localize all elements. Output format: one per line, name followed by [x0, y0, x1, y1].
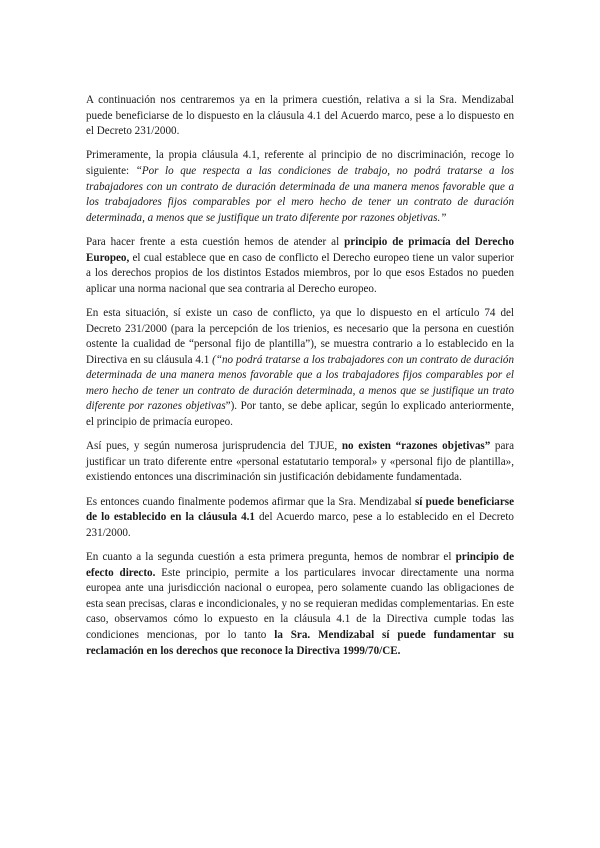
text-segment: A continuación nos centraremos ya en la primera cuestión, relativa a si la Sra. Mendizabal puede beneficiarse de lo dispuesto en la cláusula 4.1 del Acuerdo marco, pese a lo dispuesto en el Decreto 231/2000.	[86, 94, 514, 138]
bold-term: principio de primacía del Derecho Europeo,	[86, 235, 514, 264]
text-segment: Es entonces cuando finalmente podemos afirmar que la Sra. Mendizabal	[86, 495, 415, 508]
paragraph-conclusion-1	[86, 495, 514, 542]
text-segment: En cuanto a la segunda cuestión a esta primera pregunta, hemos de nombrar el	[86, 551, 456, 563]
bold-term: sí puede beneficiarse de lo establecido en la cláusula 4.1	[86, 495, 514, 524]
text-segment: del Acuerdo marco, pese a lo establecido en el Decreto 231/2000.	[86, 511, 514, 539]
text-segment: ”). Por tanto, se debe aplicar, según lo explicado anteriormente, el principio de primacía europeo.	[86, 400, 514, 429]
clause-quote: “Por lo que respecta a las condiciones de trabajo, no podrá tratarse a los trabajadores con un contrato de duración determinada de una manera menos favorable que a los trabajadores fijos comparables por el mero hecho de tener un contrato de duración determinada, a menos que se justifique un trato diferente por razones objetivas.”	[86, 164, 514, 224]
text-segment: En esta situación, sí existe un caso de conflicto, ya que lo dispuesto en el artículo 74 del Decreto 231/2000 (para la percepción de los trienios, es necesario que la persona en cuestión ostente la cualidad de “personal fijo de plantilla”), se muestra contrario a lo establecido en la Directiva en su cláusula 4.1	[86, 306, 514, 366]
text-segment: Este principio, permite a los particulares invocar directamente una norma europea ante una jurisdicción nacional o europea, pero solamente cuando las obligaciones de esta sean precisas, claras e incondicionales, y no se requieran medidas complementarias. En este caso, observamos cómo lo expuesto en la cláusula 4.1 de la Directiva cumple todas las condiciones mencionas, por lo tanto	[86, 566, 514, 641]
clause-quote: (“no podrá tratarse a los trabajadores con un contrato de duración determinada de una manera menos favorable que a los trabajadores fijos comparables por el mero hecho de tener un contrato de duración determinada, a menos que se justifique un trato diferente por razones objetivas	[86, 353, 514, 413]
text-segment: Así pues, y según numerosa jurisprudencia del TJUE,	[86, 440, 342, 453]
text-segment: para justificar un trato diferente entre «personal estatutario temporal» y «personal fijo de plantilla», existiendo entonces una discriminación sin justificación debidamente fundamentada.	[86, 440, 515, 484]
paragraph-jurisprudence	[86, 439, 514, 486]
paragraph-clause-quote	[86, 148, 514, 226]
paragraph-primacy	[86, 235, 514, 297]
bold-term: principio de efecto directo.	[86, 551, 514, 579]
text-segment: Para hacer frente a esta cuestión hemos de atender al	[86, 235, 345, 248]
bold-term: no existen “razones objetivas”	[341, 440, 491, 453]
paragraph-direct-effect	[86, 550, 514, 659]
bold-conclusion: la Sra. Mendizabal sí puede fundamentar su reclamación en los derechos que reconoce la Directiva 1999/70/CE.	[86, 628, 514, 657]
text-segment: el cual establece que en caso de conflicto el Derecho europeo tiene un valor superior a los derechos propios de los distintos Estados miembros, por lo que esos Estados no pueden aplicar una norma nacional que sea contraria al Derecho europeo.	[86, 251, 514, 295]
text-segment: Primeramente, la propia cláusula 4.1, referente al principio de no discriminación, recoge lo siguiente:	[86, 149, 514, 177]
document-body	[86, 93, 514, 668]
paragraph-conflict	[86, 306, 514, 431]
paragraph-intro	[86, 93, 514, 140]
